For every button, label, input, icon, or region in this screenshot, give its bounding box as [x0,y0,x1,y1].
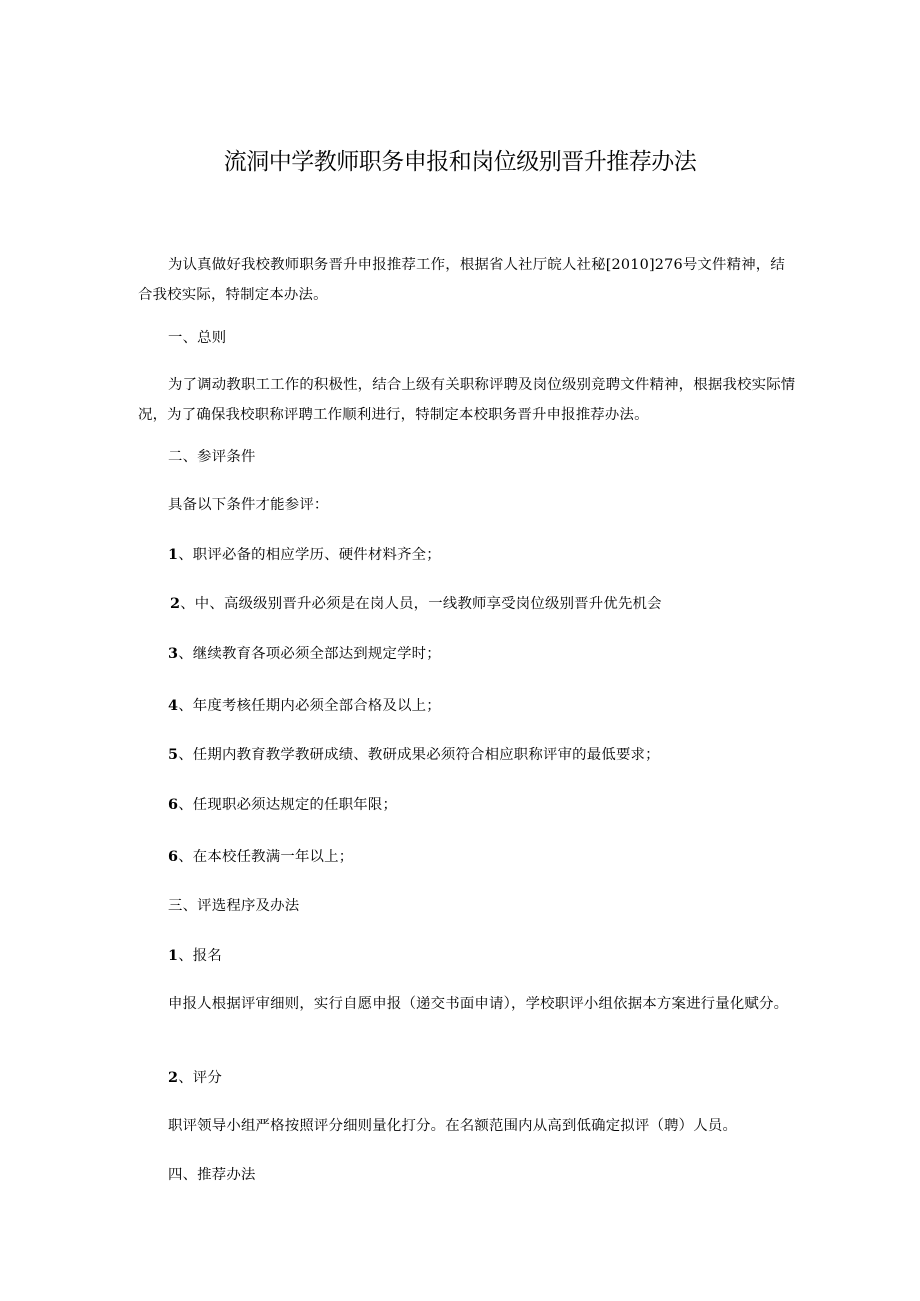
section-heading-procedure: 三、评选程序及办法 [168,898,300,914]
section-heading-general: 一、总则 [168,330,227,346]
general-paragraph: 为了调动教职工工作的积极性，结合上级有关职称评聘及岗位级别竞聘文件精神，根据我校实际情况，为了确保我校职称评聘工作顺利进行，特制定本校职务晋升申报推荐办法。 [138,377,796,423]
condition-number: 6 [168,796,179,813]
condition-number: 1 [168,546,179,563]
step-heading [168,1063,808,1093]
step1-paragraph: 申报人根据评审细则，实行自愿申报（递交书面申请），学校职评小组依据本方案进行量化赋分。 [168,996,789,1012]
conditions-lead: 具备以下条件才能参评： [168,497,329,513]
step-label: 、评分 [178,1070,222,1086]
condition-text: 、职评必备的相应学历、硬件材料齐全； [178,547,441,563]
section-heading-conditions: 二、参评条件 [168,449,256,465]
step-heading [168,941,808,971]
condition-text: 、在本校任教满一年以上； [178,849,354,865]
condition-text: 、任现职必须达规定的任职年限； [178,797,398,813]
condition-item [168,842,808,872]
document-title: 流洞中学教师职务申报和岗位级别晋升推荐办法 [223,149,697,175]
condition-number: 5 [168,746,179,763]
condition-number: 4 [168,697,179,714]
section-heading-recommendation: 四、推荐办法 [168,1167,256,1183]
condition-item [168,790,808,820]
condition-item [168,691,808,721]
step-number: 1 [168,947,179,964]
condition-text: 、中、高级级别晋升必须是在岗人员，一线教师享受岗位级别晋升优先机会 [180,596,662,612]
condition-item [168,540,808,570]
condition-item [168,639,808,669]
condition-item [170,589,810,619]
step-number: 2 [168,1069,179,1086]
condition-text: 、继续教育各项必须全部达到规定学时； [178,646,441,662]
condition-number: 2 [170,595,181,612]
step2-paragraph: 职评领导小组严格按照评分细则量化打分。在名额范围内从高到低确定拟评（聘）人员。 [168,1118,738,1134]
condition-item [168,740,808,770]
condition-text: 、年度考核任期内必须全部合格及以上； [178,698,441,714]
condition-number: 6 [168,848,179,865]
intro-paragraph: 为认真做好我校教师职务晋升申报推荐工作，根据省人社厅皖人社秘[2010]276号文件精神，结合我校实际，特制定本办法。 [138,257,785,303]
condition-text: 、任期内教育教学教研成绩、教研成果必须符合相应职称评审的最低要求； [178,747,660,763]
condition-number: 3 [168,645,179,662]
step-label: 、报名 [178,948,222,964]
